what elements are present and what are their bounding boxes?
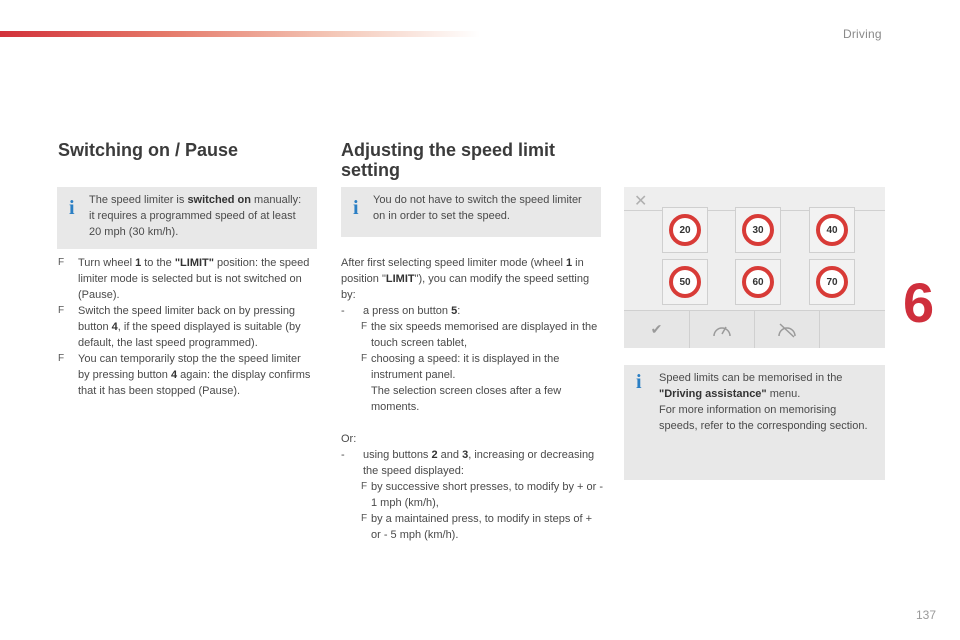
touch-screen-illustration	[624, 187, 885, 347]
bullet-icon: F	[58, 305, 65, 316]
list-item	[58, 303, 313, 351]
info-text-switched-on	[89, 192, 309, 240]
info-text-part: For more information on memorising speeds, refer to the corresponding section.	[659, 404, 868, 432]
list-item	[341, 479, 603, 511]
info-box-switched-on	[57, 187, 317, 249]
list-item	[341, 319, 603, 351]
list-item	[341, 511, 603, 543]
info-box-no-switch	[341, 187, 601, 237]
text-bold: 3	[462, 449, 469, 461]
text-part: position: the speed limiter mode is selected but is not switched on (Pause).	[78, 257, 310, 301]
text-part: to the	[141, 257, 175, 269]
bullet-icon: F	[361, 321, 368, 332]
speed-limit-sign: 40	[816, 214, 848, 246]
bullet-icon: F	[58, 353, 65, 364]
screen-bottom-bar	[624, 310, 885, 348]
bullet-icon: F	[58, 257, 65, 268]
bullet-icon: F	[361, 513, 368, 524]
middle-body	[341, 255, 603, 543]
speed-limit-sign: 30	[742, 214, 774, 246]
info-text-bold: switched on	[187, 194, 251, 206]
speed-limit-sign: 50	[669, 266, 701, 298]
speed-tile	[809, 259, 855, 305]
info-text-part: Speed limits can be memorised in the	[659, 372, 843, 384]
chapter-number: 6	[903, 271, 935, 334]
info-icon: i	[636, 371, 642, 393]
info-text-bold: "Driving assistance"	[659, 388, 767, 400]
info-icon: i	[69, 197, 75, 219]
text-part: , increasing or decreasing the speed displayed:	[363, 449, 595, 477]
info-text-part: manually: it requires a programmed speed of at least 20 mph (30 km/h).	[89, 194, 302, 238]
speed-tile	[735, 259, 781, 305]
sub-note: The selection screen closes after a few moments.	[371, 385, 562, 413]
bottom-cell	[689, 311, 755, 348]
bottom-cell	[754, 311, 820, 348]
text-part: , if the speed displayed is suitable (by default, the last speed programmed).	[78, 321, 301, 349]
speed-limit-sign: 70	[816, 266, 848, 298]
text-part: again: the display confirms that it has been stopped (Pause).	[78, 369, 311, 397]
text-part: "), you can modify the speed setting by:	[341, 273, 590, 301]
text-part: Turn wheel	[78, 257, 136, 269]
text-bold: 1	[135, 257, 142, 269]
text-part: You can temporarily stop the the speed limiter by pressing button	[78, 353, 301, 381]
text-part: Switch the speed limiter back on by pressing button	[78, 305, 296, 333]
list-item	[58, 351, 313, 399]
or-label: Or:	[341, 433, 357, 445]
list-item	[341, 447, 603, 479]
text-bold: 5	[451, 305, 458, 317]
list-item	[58, 255, 313, 303]
info-text-memorise	[659, 370, 874, 434]
text-bold: 2	[431, 449, 438, 461]
text-bold: 4	[170, 369, 178, 381]
text-bold: "LIMIT"	[174, 257, 214, 269]
text-part: a press on button	[363, 305, 452, 317]
text-part: by successive short presses, to modify by + or - 1 mph (km/h),	[371, 481, 604, 509]
bottom-cell	[819, 311, 884, 348]
speedometer-off-icon	[776, 321, 798, 339]
bullet-icon: F	[361, 481, 368, 492]
heading-switching-on: Switching on / Pause	[58, 140, 239, 160]
header-accent-bar	[0, 31, 480, 37]
info-text-no-switch: You do not have to switch the speed limiter on in order to set the speed.	[373, 194, 582, 222]
speed-tile	[735, 207, 781, 253]
page-number: 137	[916, 608, 937, 622]
spacer	[341, 415, 603, 431]
text-bold: 4	[111, 321, 118, 333]
text-part: After first selecting speed limiter mode (wheel	[341, 257, 566, 269]
close-icon: ✕	[634, 193, 648, 210]
dash-mark: -	[341, 449, 345, 461]
speed-limit-sign: 20	[669, 214, 701, 246]
speed-limit-sign: 60	[742, 266, 774, 298]
info-box-memorise	[624, 365, 885, 480]
text-part: :	[457, 305, 461, 317]
text-bold: LIMIT	[385, 273, 415, 285]
info-text-part: menu.	[766, 388, 801, 400]
list-item	[341, 303, 603, 319]
intro-paragraph	[341, 255, 603, 303]
bottom-cell	[624, 311, 690, 348]
bullet-icon: F	[361, 353, 368, 364]
text-part: using buttons	[363, 449, 432, 461]
text-part: choosing a speed: it is displayed in the instrument panel.	[371, 353, 560, 381]
speedometer-icon	[711, 321, 733, 339]
heading-adjusting-limit: Adjusting the speed limit setting	[341, 140, 556, 180]
text-part: the six speeds memorised are displayed in the touch screen tablet,	[371, 321, 598, 349]
dash-mark: -	[341, 305, 345, 317]
text-part: and	[437, 449, 463, 461]
text-part: in position "	[341, 257, 584, 285]
left-bullet-list	[58, 255, 313, 399]
text-bold: 1	[565, 257, 573, 269]
speed-tile	[662, 207, 708, 253]
info-text-part: The speed limiter is	[89, 194, 188, 206]
list-item	[341, 351, 603, 383]
speed-tile	[809, 207, 855, 253]
text-part: by a maintained press, to modify in steps of + or - 5 mph (km/h).	[371, 513, 593, 541]
section-title: Driving	[843, 27, 882, 41]
check-icon: ✔	[650, 321, 663, 337]
speed-tile	[662, 259, 708, 305]
info-icon: i	[353, 197, 359, 219]
